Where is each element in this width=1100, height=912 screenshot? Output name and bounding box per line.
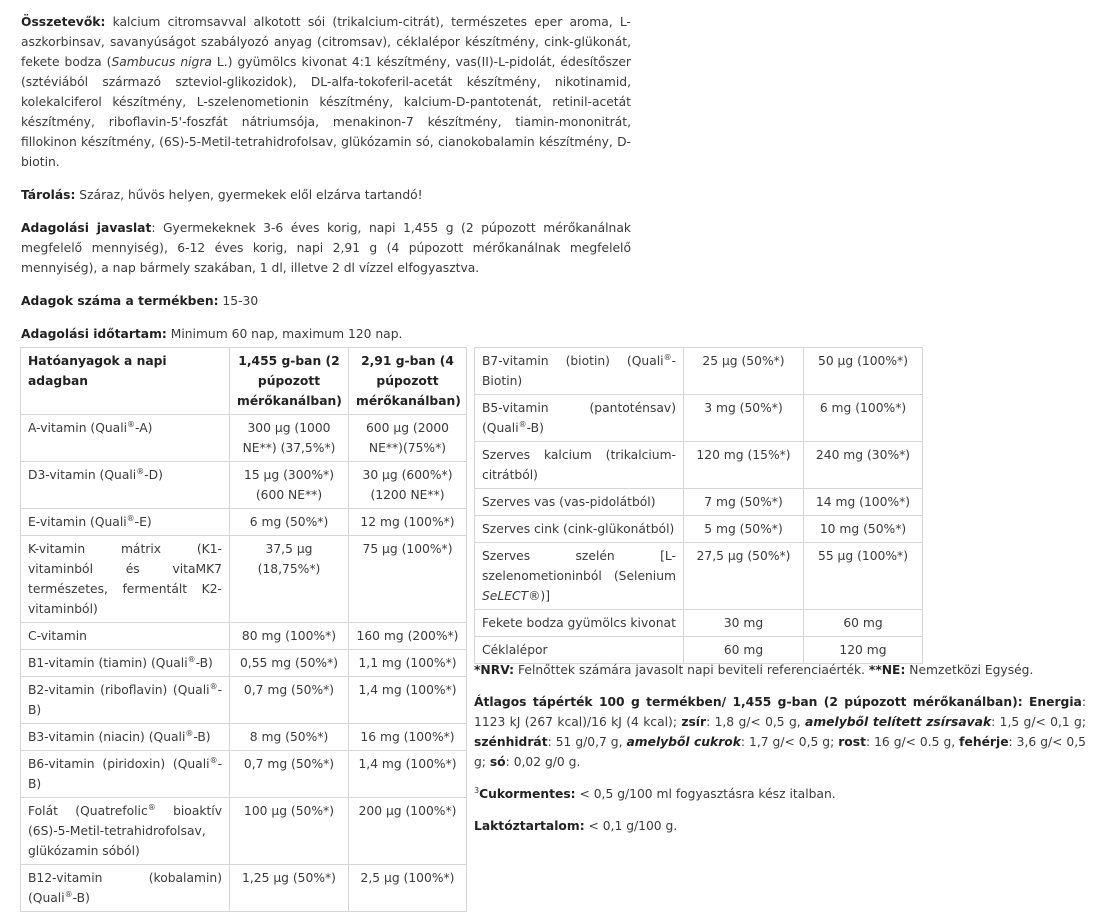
registered-mark: ® bbox=[147, 802, 156, 812]
table-row bbox=[475, 489, 923, 516]
nutrient-cell bbox=[21, 865, 230, 912]
avg-label: Átlagos tápérték 100 g termékben/ 1,455 g-ban (2 púpozott mérőkanálban): bbox=[474, 695, 1023, 709]
dose-large-value: 14 mg (100%*) bbox=[804, 489, 923, 516]
nutrient-cell bbox=[21, 650, 230, 677]
nutrient-cell bbox=[475, 442, 684, 489]
nutrient-name-suffix: -B) bbox=[195, 656, 213, 670]
nutrient-name: Szerves vas (vas-pidolátból) bbox=[482, 495, 656, 509]
ingredients-paragraph bbox=[21, 12, 631, 172]
table-row bbox=[475, 395, 923, 442]
nutrient-cell bbox=[21, 415, 230, 462]
nutrient-cell bbox=[21, 798, 230, 865]
dose-large-value: 240 mg (30%*) bbox=[804, 442, 923, 489]
dose-large-value: 200 µg (100%*) bbox=[349, 798, 467, 865]
duration-paragraph bbox=[21, 324, 631, 344]
nutrient-name: D3-vitamin (Quali bbox=[28, 468, 137, 482]
doses-label: Adagok száma a termékben: bbox=[21, 294, 219, 308]
registered-mark: ® bbox=[185, 728, 194, 738]
dose-large-value: 10 mg (50%*) bbox=[804, 516, 923, 543]
nutrient-name-end: )] bbox=[540, 589, 550, 603]
sugarfree-note bbox=[474, 784, 1086, 804]
dose-large-value: 75 µg (100%*) bbox=[349, 536, 467, 623]
dose-small-value: 7 mg (50%*) bbox=[684, 489, 804, 516]
nutrient-table-left bbox=[20, 347, 467, 912]
dose-small-value: 27,5 µg (50%*) bbox=[684, 543, 804, 610]
nutrient-name-suffix: -B) bbox=[526, 421, 544, 435]
dose-large-value: 1,4 mg (100%*) bbox=[349, 677, 467, 724]
dosage-label: Adagolási javaslat bbox=[21, 221, 152, 235]
table-row bbox=[21, 798, 467, 865]
dose-large-value: 60 mg bbox=[804, 610, 923, 637]
doses-paragraph bbox=[21, 291, 631, 311]
salt-label: só bbox=[489, 755, 506, 769]
energy-label: Energia bbox=[1022, 695, 1082, 709]
storage-text: Száraz, hűvös helyen, gyermekek elől elzárva tartandó! bbox=[75, 188, 423, 202]
dose-small-value: 8 mg (50%*) bbox=[230, 724, 349, 751]
ingredients-text-continued: L.) gyümölcs kivonat 4:1 készítmény, vas(II)-L-pidolát, édesítőszer (sztéviából származó szteviol-glikozidok), DL-alfa-tokoferil-acetát készítmény, nikotinamid, kolekalciferol készítmény, L-szelenometionin készítmény, kalcium-D-pantotenát, retinil-acetát készítmény, riboflavin-5'-foszfát nátriumsója, menakinon-7 készítmény, tiamin-mononitrát, fillokinon készítmény, (6S)-5-Metil-tetrahidrofolsav, glükózamin só, cianokobalamin készítmény, D-biotin. bbox=[21, 55, 631, 169]
table-row bbox=[21, 536, 467, 623]
registered-mark: ® bbox=[663, 352, 672, 362]
nutrient-cell bbox=[21, 462, 230, 509]
dosage-text: : Gyermekeknek 3-6 éves korig, napi 1,455 g (2 púpozott mérőkanálnak megfelelő mennyiség), 6-12 éves korig, napi 2,91 g (4 púpozott mérőkanálnak megfelelő mennyiség), a nap bármely szakában, 1 dl, illetve 2 dl vízzel elfogyasztva. bbox=[21, 221, 631, 275]
nutrient-cell bbox=[475, 543, 684, 610]
table-row bbox=[21, 623, 467, 650]
dose-small-value: 6 mg (50%*) bbox=[230, 509, 349, 536]
nutrient-cell bbox=[21, 724, 230, 751]
dosage-paragraph bbox=[21, 218, 631, 278]
dose-small-value: 1,25 µg (50%*) bbox=[230, 865, 349, 912]
table-row bbox=[21, 751, 467, 798]
dose-large-value: 600 µg (2000 NE**)(75%*) bbox=[349, 415, 467, 462]
header-nutrient: Hatóanyagok a napi adagban bbox=[21, 348, 230, 415]
nutrient-name: B1-vitamin (tiamin) (Quali bbox=[28, 656, 188, 670]
table-row bbox=[21, 462, 467, 509]
ingredients-latin-name: Sambucus nigra bbox=[111, 55, 212, 69]
sugar-label: amelyből cukrok bbox=[626, 735, 741, 749]
protein-label: fehérje bbox=[959, 735, 1009, 749]
dose-large-value: 6 mg (100%*) bbox=[804, 395, 923, 442]
registered-mark: ® bbox=[518, 419, 527, 429]
duration-text: Minimum 60 nap, maximum 120 nap. bbox=[166, 327, 403, 341]
nutrient-name: Szerves kalcium (trikalcium-citrátból) bbox=[482, 448, 676, 482]
nutrient-cell bbox=[21, 623, 230, 650]
dose-small-value: 0,7 mg (50%*) bbox=[230, 677, 349, 724]
ne-text: Nemzetközi Egység. bbox=[905, 663, 1034, 677]
table-row bbox=[21, 865, 467, 912]
product-description bbox=[21, 12, 631, 357]
registered-mark: ® bbox=[187, 654, 196, 664]
nutrient-name-suffix: -A) bbox=[135, 421, 153, 435]
sugarfree-label: Cukormentes: bbox=[479, 787, 576, 801]
nutrient-cell bbox=[475, 395, 684, 442]
table-header-row bbox=[21, 348, 467, 415]
sat-label: amelyből telített zsírsavak bbox=[805, 715, 992, 729]
doses-text: 15-30 bbox=[218, 294, 259, 308]
registered-mark: ® bbox=[209, 681, 218, 691]
nutrient-name-suffix: -B) bbox=[28, 757, 222, 791]
nutrient-name: B3-vitamin (niacin) (Quali bbox=[28, 730, 186, 744]
nutrient-name: B7-vitamin (biotin) (Quali bbox=[482, 354, 664, 368]
dose-large-value: 160 mg (200%*) bbox=[349, 623, 467, 650]
nutrient-name: C-vitamin bbox=[28, 629, 87, 643]
nutrient-cell bbox=[475, 610, 684, 637]
nutrient-cell bbox=[21, 751, 230, 798]
dose-large-value: 2,5 µg (100%*) bbox=[349, 865, 467, 912]
dose-small-value: 30 mg bbox=[684, 610, 804, 637]
dose-large-value: 1,1 mg (100%*) bbox=[349, 650, 467, 677]
nutrient-name: B12-vitamin (kobalamin) (Quali bbox=[28, 871, 222, 905]
nutrient-name: Szerves cink (cink-glükonátból) bbox=[482, 522, 675, 536]
registered-mark: ® bbox=[126, 513, 135, 523]
sugarfree-text: < 0,5 g/100 ml fogyasztásra kész italban. bbox=[575, 787, 836, 801]
nutrient-name: B2-vitamin (riboflavin) (Quali bbox=[28, 683, 210, 697]
sugar-text: : 1,7 g/< 0,5 g; bbox=[740, 735, 839, 749]
nutrient-name: Céklalépor bbox=[482, 643, 548, 657]
nutrient-name-suffix: -Biotin) bbox=[482, 354, 676, 388]
carb-label: szénhidrát bbox=[474, 735, 548, 749]
dose-large-value: 30 µg (600%*) (1200 NE**) bbox=[349, 462, 467, 509]
table-row bbox=[475, 442, 923, 489]
dose-large-value: 1,4 mg (100%*) bbox=[349, 751, 467, 798]
nrv-note bbox=[474, 660, 1086, 680]
table-row bbox=[21, 509, 467, 536]
nutrient-cell bbox=[21, 509, 230, 536]
nutrient-name: A-vitamin (Quali bbox=[28, 421, 128, 435]
dose-small-value: 0,55 mg (50%*) bbox=[230, 650, 349, 677]
registered-mark: ® bbox=[64, 889, 73, 899]
sat-text: : 1,5 g/< 0,1 g; bbox=[991, 715, 1086, 729]
dose-small-value: 100 µg (50%*) bbox=[230, 798, 349, 865]
nutrient-name-suffix: -D) bbox=[144, 468, 163, 482]
lactose-label: Laktóztartalom: bbox=[474, 819, 585, 833]
energy-text: : 1123 kJ (267 kcal)/16 kJ (4 kcal); bbox=[474, 695, 1086, 729]
nutrient-name-suffix: -B) bbox=[28, 683, 222, 717]
nutrient-name-suffix: -B) bbox=[193, 730, 211, 744]
nutrient-name-suffix: -E) bbox=[134, 515, 152, 529]
nutrient-name: K-vitamin mátrix (K1-vitaminból és vitaMK7 természetes, fermentált K2-vitaminból) bbox=[28, 542, 222, 616]
dose-small-value: 120 mg (15%*) bbox=[684, 442, 804, 489]
dose-small-value: 300 µg (1000 NE**) (37,5%*) bbox=[230, 415, 349, 462]
fibre-text: : 16 g/< 0.5 g, bbox=[865, 735, 960, 749]
dose-small-value: 37,5 µg (18,75%*) bbox=[230, 536, 349, 623]
registered-mark: ® bbox=[127, 419, 136, 429]
nutrient-name: Szerves szelén [L-szelenometioninból (Selenium bbox=[482, 549, 676, 583]
storage-paragraph bbox=[21, 185, 631, 205]
footnotes bbox=[474, 660, 1086, 848]
dose-large-value: 55 µg (100%*) bbox=[804, 543, 923, 610]
nrv-label: *NRV: bbox=[474, 663, 515, 677]
nutrient-name: B5-vitamin (pantoténsav) (Quali bbox=[482, 401, 676, 435]
registered-mark: ® bbox=[136, 466, 145, 476]
lactose-text: < 0,1 g/100 g. bbox=[584, 819, 678, 833]
header-dose-small: 1,455 g-ban (2 púpozott mérőkanálban) bbox=[230, 348, 349, 415]
dose-small-value: 5 mg (50%*) bbox=[684, 516, 804, 543]
dose-large-value: 50 µg (100%*) bbox=[804, 348, 923, 395]
nutrient-name: Fekete bodza gyümölcs kivonat bbox=[482, 616, 676, 630]
table-row bbox=[475, 516, 923, 543]
nutrient-name: B6-vitamin (piridoxin) (Quali bbox=[28, 757, 210, 771]
fat-text: : 1,8 g/< 0,5 g, bbox=[706, 715, 806, 729]
nutrient-cell bbox=[475, 348, 684, 395]
lactose-note bbox=[474, 816, 1086, 836]
nutrient-name: Folát (Quatrefolic bbox=[28, 804, 148, 818]
dose-large-value: 12 mg (100%*) bbox=[349, 509, 467, 536]
nutrient-cell bbox=[21, 677, 230, 724]
duration-label: Adagolási időtartam: bbox=[21, 327, 167, 341]
nutrient-cell bbox=[475, 489, 684, 516]
table-row bbox=[21, 650, 467, 677]
ingredients-text: kalcium citromsavval alkotott sói (trikalcium-citrát), természetes eper aroma, L-aszkorbinsav, savanyúságot szabályozó anyag (citromsav), céklalépor készítmény, cink-glükonát, fekete bodza ( bbox=[21, 15, 631, 69]
table-row bbox=[475, 610, 923, 637]
registered-mark: ® bbox=[209, 755, 218, 765]
dose-small-value: 0,7 mg (50%*) bbox=[230, 751, 349, 798]
fibre-label: rost bbox=[838, 735, 866, 749]
fat-label: zsír bbox=[681, 715, 707, 729]
nutrient-name-suffix: -B) bbox=[72, 891, 90, 905]
table-row bbox=[21, 677, 467, 724]
nutrient-name: E-vitamin (Quali bbox=[28, 515, 127, 529]
nrv-text: Felnőttek számára javasolt napi beviteli referenciaérték. bbox=[514, 663, 869, 677]
salt-text: : 0,02 g/0 g. bbox=[505, 755, 581, 769]
dose-large-value: 16 mg (100%*) bbox=[349, 724, 467, 751]
table-row bbox=[21, 415, 467, 462]
dose-large-value: 120 mg bbox=[804, 637, 923, 664]
dose-small-value: 60 mg bbox=[684, 637, 804, 664]
carb-text: : 51 g/0,7 g, bbox=[547, 735, 627, 749]
nutrition-facts bbox=[474, 692, 1086, 772]
protein-text: : 3,6 g/< 0,5 g; bbox=[474, 735, 1086, 769]
dose-small-value: 25 µg (50%*) bbox=[684, 348, 804, 395]
table-row bbox=[475, 543, 923, 610]
table-row bbox=[475, 348, 923, 395]
sugarfree-sup: 3 bbox=[474, 785, 480, 795]
nutrient-table-right bbox=[474, 347, 923, 664]
header-dose-large: 2,91 g-ban (4 púpozott mérőkanálban) bbox=[349, 348, 467, 415]
ingredients-label: Összetevők: bbox=[21, 15, 106, 29]
dose-small-value: 80 mg (100%*) bbox=[230, 623, 349, 650]
storage-label: Tárolás: bbox=[21, 188, 76, 202]
nutrient-name-suffix: bioaktív (6S)-5-Metil-tetrahidrofolsav, glükózamin sóból) bbox=[28, 804, 222, 858]
nutrient-brand: SeLECT® bbox=[482, 589, 541, 603]
nutrient-cell bbox=[475, 516, 684, 543]
ne-label: **NE: bbox=[868, 663, 906, 677]
dose-small-value: 15 µg (300%*)(600 NE**) bbox=[230, 462, 349, 509]
nutrient-cell bbox=[21, 536, 230, 623]
table-row bbox=[21, 724, 467, 751]
dose-small-value: 3 mg (50%*) bbox=[684, 395, 804, 442]
